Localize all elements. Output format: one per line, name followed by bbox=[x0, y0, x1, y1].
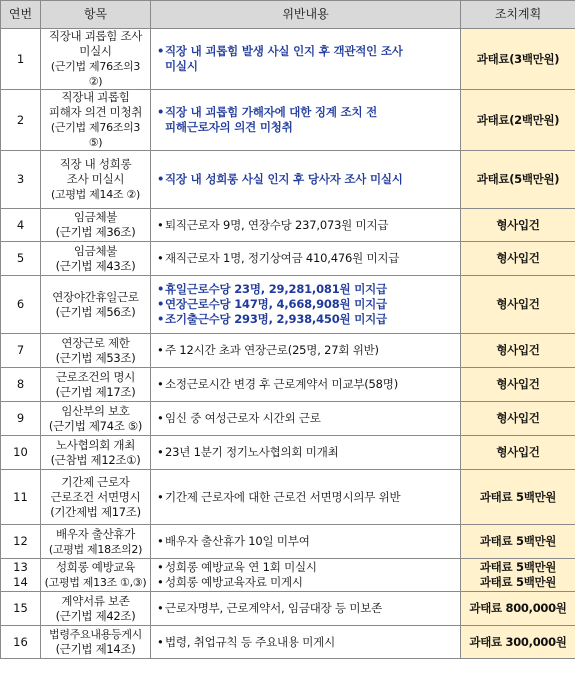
row-action: 형사입건 bbox=[461, 334, 575, 368]
table-row bbox=[1, 29, 575, 90]
item-line: 노사협의회 개최 bbox=[55, 437, 136, 452]
row-violation bbox=[151, 436, 461, 470]
row-number: 2 bbox=[1, 90, 41, 151]
violation-line: • 직장 내 괴롭힘 가해자에 대한 징계 조치 전 bbox=[157, 105, 456, 120]
row-violation bbox=[151, 334, 461, 368]
item-law: (근기법 제42조) bbox=[55, 608, 136, 623]
table-header-row bbox=[1, 1, 575, 29]
item-line: 임금체불 bbox=[73, 210, 118, 224]
row-violation bbox=[151, 559, 461, 592]
row-number: 12 bbox=[1, 525, 41, 559]
item-law: (근기법 제36조) bbox=[55, 225, 136, 239]
table-row bbox=[1, 334, 575, 368]
header-violation: 위반내용 bbox=[151, 1, 461, 29]
row-number: 16 bbox=[1, 626, 41, 659]
item-law: (근기법 제74조 ⑤) bbox=[48, 418, 143, 433]
row-action: 과태료 5백만원 bbox=[461, 525, 575, 559]
item-line: 근로조건의 명시 bbox=[55, 369, 136, 384]
violation-line: 미실시 bbox=[165, 59, 198, 73]
row-item bbox=[41, 29, 151, 90]
table-row bbox=[1, 90, 575, 151]
row-number: 1 bbox=[1, 29, 41, 90]
row-action: 과태료(2백만원) bbox=[461, 90, 575, 151]
table-row bbox=[1, 626, 575, 659]
row-number: 9 bbox=[1, 402, 41, 436]
item-line: 배우자 출산휴가 bbox=[55, 526, 136, 541]
item-line: 임산부의 보호 bbox=[61, 403, 130, 418]
row-number: 5 bbox=[1, 242, 41, 276]
item-law: (근기법 제17조) bbox=[55, 384, 136, 399]
row-item bbox=[41, 368, 151, 402]
violation-line: • 성희롱 예방교육자료 미게시 bbox=[157, 575, 456, 590]
row-violation bbox=[151, 525, 461, 559]
row-violation bbox=[151, 29, 461, 90]
item-law: (근참법 제12조①) bbox=[50, 452, 141, 467]
violation-line: • 성희롱 예방교육 연 1회 미실시 bbox=[157, 560, 456, 575]
item-law: (기간제법 제17조) bbox=[50, 504, 141, 519]
violation-line: • 퇴직근로자 9명, 연장수당 237,073원 미지급 bbox=[157, 218, 456, 233]
item-law: (근기법 제76조의3 ②) bbox=[50, 60, 141, 88]
row-violation bbox=[151, 470, 461, 525]
item-line: 미실시 bbox=[79, 44, 112, 58]
row-action: 과태료 800,000원 bbox=[461, 592, 575, 626]
row-violation bbox=[151, 209, 461, 242]
table-row bbox=[1, 592, 575, 626]
row-action: 과태료 5백만원 bbox=[479, 560, 557, 574]
item-law: (근기법 제76조의3 ⑤) bbox=[50, 121, 141, 149]
table-row bbox=[1, 525, 575, 559]
row-action: 과태료(5백만원) bbox=[461, 151, 575, 209]
table-row bbox=[1, 470, 575, 525]
row-violation bbox=[151, 90, 461, 151]
row-item bbox=[41, 402, 151, 436]
row-item bbox=[41, 334, 151, 368]
violation-line: • 직장 내 성희롱 사실 인지 후 당사자 조사 미실시 bbox=[157, 172, 456, 187]
row-violation bbox=[151, 276, 461, 334]
row-violation bbox=[151, 626, 461, 659]
violation-line: • 배우자 출산휴가 10일 미부여 bbox=[157, 534, 456, 549]
row-item bbox=[41, 592, 151, 626]
item-line: 연장근로 제한 bbox=[61, 335, 130, 350]
violation-line: • 기간제 근로자에 대한 근로건 서면명시의무 위반 bbox=[157, 490, 456, 505]
item-law: (근기법 제14조) bbox=[55, 642, 136, 656]
item-line: 조사 미실시 bbox=[66, 172, 125, 186]
violation-line: • 소정근로시간 변경 후 근로계약서 미교부(58명) bbox=[157, 377, 456, 392]
violation-line: • 직장 내 괴롭힘 발생 사실 인지 후 객관적인 조사 bbox=[157, 44, 456, 59]
violation-line: • 임신 중 여성근로자 시간외 근로 bbox=[157, 411, 456, 426]
row-action: 과태료 5백만원 bbox=[461, 470, 575, 525]
item-line: 임금체불 bbox=[73, 243, 118, 258]
table-row bbox=[1, 242, 575, 276]
violation-line: • 주 12시간 초과 연장근로(25명, 27회 위반) bbox=[157, 343, 456, 358]
header-action: 조치계획 bbox=[461, 1, 575, 29]
row-action: 형사입건 bbox=[461, 368, 575, 402]
row-action: 과태료 5백만원 bbox=[479, 575, 557, 589]
item-line: 직장내 괴롭힘 조사 bbox=[48, 29, 143, 43]
item-law: (근기법 제56조) bbox=[55, 304, 136, 319]
item-law: (고평법 제18조의2) bbox=[48, 542, 143, 556]
item-line: 피해자 의견 미청취 bbox=[48, 105, 143, 119]
row-item bbox=[41, 525, 151, 559]
row-action: 형사입건 bbox=[461, 209, 575, 242]
violation-line: • 23년 1분기 정기노사협의회 미개최 bbox=[157, 445, 456, 460]
violation-line: • 재직근로자 1명, 정기상여금 410,476원 미지급 bbox=[157, 251, 456, 266]
row-violation bbox=[151, 368, 461, 402]
item-line: 기간제 근로자 bbox=[61, 474, 130, 489]
item-line: 법령주요내용등게시 bbox=[49, 628, 142, 641]
violation-line: • 휴일근로수당 23명, 29,281,081원 미지급 bbox=[157, 282, 456, 297]
item-law: (근기법 제53조) bbox=[55, 350, 136, 365]
item-line: 직장 내 성희롱 bbox=[59, 157, 132, 171]
row-number: 8 bbox=[1, 368, 41, 402]
row-number: 15 bbox=[1, 592, 41, 626]
row-violation bbox=[151, 402, 461, 436]
item-line: 연장야간휴일근로 bbox=[52, 289, 139, 304]
row-item bbox=[41, 90, 151, 151]
row-item bbox=[41, 151, 151, 209]
row-violation bbox=[151, 592, 461, 626]
violation-line: 피해근로자의 의견 미청취 bbox=[165, 120, 293, 134]
row-action: 형사입건 bbox=[461, 402, 575, 436]
row-item bbox=[41, 470, 151, 525]
violation-line: • 조기출근수당 293명, 2,938,450원 미지급 bbox=[157, 312, 456, 327]
row-number: 7 bbox=[1, 334, 41, 368]
row-item bbox=[41, 436, 151, 470]
row-action: 과태료(3백만원) bbox=[461, 29, 575, 90]
row-action-pair bbox=[461, 559, 575, 592]
item-line: 직장내 괴롭힘 bbox=[61, 90, 130, 104]
violation-line: • 연장근로수당 147명, 4,668,908원 미지급 bbox=[157, 297, 456, 312]
item-line: 성희롱 예방교육 bbox=[55, 560, 136, 574]
row-action: 형사입건 bbox=[461, 436, 575, 470]
table-row bbox=[1, 209, 575, 242]
table-row bbox=[1, 368, 575, 402]
item-law: (고평법 제14조 ②) bbox=[51, 188, 140, 201]
table-row bbox=[1, 402, 575, 436]
row-number: 13 bbox=[13, 560, 28, 574]
item-law: (고평법 제13조 ①,③) bbox=[44, 576, 147, 589]
row-item bbox=[41, 209, 151, 242]
row-action: 형사입건 bbox=[461, 276, 575, 334]
row-violation bbox=[151, 151, 461, 209]
row-number: 11 bbox=[1, 470, 41, 525]
table-row bbox=[1, 276, 575, 334]
row-item bbox=[41, 559, 151, 592]
row-action: 형사입건 bbox=[461, 242, 575, 276]
row-number-pair bbox=[1, 559, 41, 592]
row-item bbox=[41, 242, 151, 276]
header-no: 연번 bbox=[1, 1, 41, 29]
table-row bbox=[1, 151, 575, 209]
violation-line: • 법령, 취업규칙 등 주요내용 미게시 bbox=[157, 635, 456, 650]
row-number: 3 bbox=[1, 151, 41, 209]
row-number: 4 bbox=[1, 209, 41, 242]
item-line: 근로조건 서면명시 bbox=[50, 489, 141, 504]
row-number: 6 bbox=[1, 276, 41, 334]
item-law: (근기법 제43조) bbox=[55, 258, 136, 273]
row-violation bbox=[151, 242, 461, 276]
row-number: 10 bbox=[1, 436, 41, 470]
header-item: 항목 bbox=[41, 1, 151, 29]
table-row bbox=[1, 436, 575, 470]
row-item bbox=[41, 276, 151, 334]
row-number: 14 bbox=[13, 575, 28, 589]
item-line: 계약서류 보존 bbox=[61, 593, 130, 608]
table-row bbox=[1, 559, 575, 592]
row-action: 과태료 300,000원 bbox=[461, 626, 575, 659]
row-item bbox=[41, 626, 151, 659]
violation-line: • 근로자명부, 근로계약서, 임금대장 등 미보존 bbox=[157, 601, 456, 616]
